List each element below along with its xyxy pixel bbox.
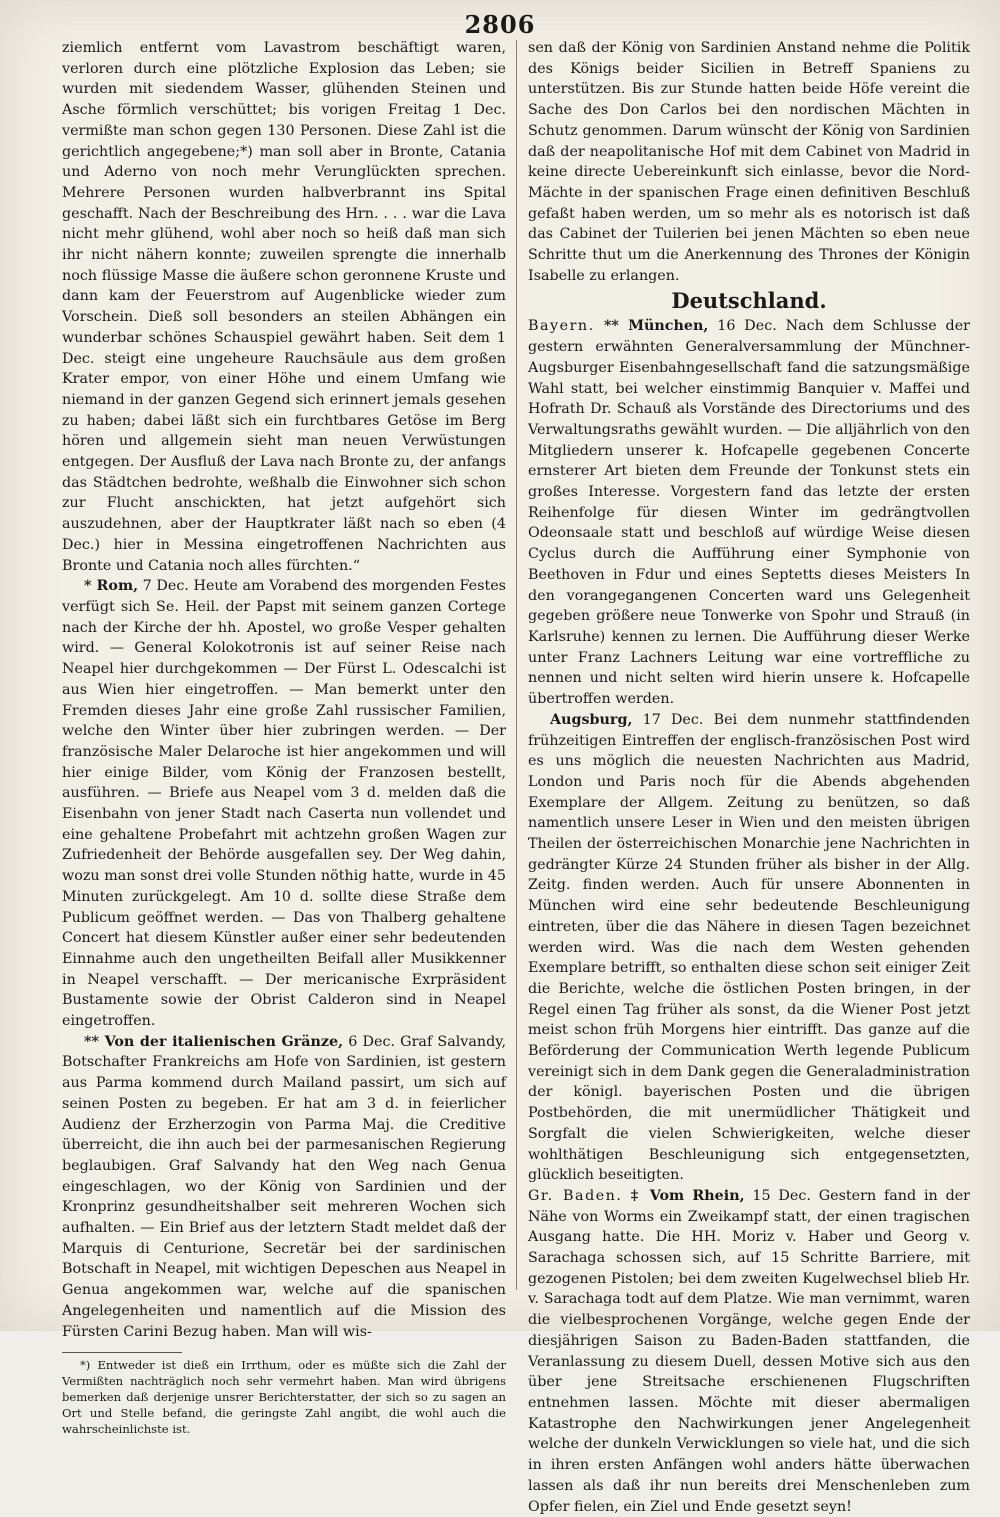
left-column bbox=[62, 38, 506, 1437]
article-rom bbox=[62, 576, 506, 1031]
dateline-italienische-graenze: ** Von der italienischen Gränze, bbox=[84, 1033, 344, 1050]
dateline-muenchen: ** München, bbox=[594, 318, 709, 335]
footnote bbox=[62, 1357, 506, 1437]
article-graenze-text: 6 Dec. Graf Salvandy, Botschafter Frankreichs am Hofe von Sardinien, ist gestern aus Parma kommend durch Mailand passirt, um sich auf seinen Posten zu begeben. Er hat am 3 d. in feierlicher Audienz der Erzherzogin von Parma Maj. die Creditive überreicht, die ihn auch bei der parmesanischen Regierung beglaubigen. Graf Salvandy hat den Weg nach Genua eingeschlagen, wo der König von Sardinien und der Kronprinz gesundheitshalber seit mehreren Wochen sich aufhalten. — Ein Brief aus der letztern Stadt meldet daß der Marquis di Centurione, Secretär bei der sardinischen Botschaft in Neapel, mit wichtigen Depeschen aus Neapel in Genua angekommen war, welche auf die spanischen Angelegenheiten und namentlich auf die Mission des Fürsten Carini Bezug haben. Man will wis- bbox=[62, 1033, 506, 1340]
article-rhein-text: 15 Dec. Gestern fand in der Nähe von Worms ein Zweikampf statt, der einen tragischen Ausgang hatte. Die HH. Moriz v. Haber und Georg v. Sarachaga schossen sich, auf 15 Schritte Barriere, mit gezogenen Pistolen; bei dem zweiten Kugelwechsel blieb Hr. v. Sarachaga todt auf dem Platze. Wie man vernimmt, waren die vielbesprochenen Vorgänge, welche gegen Ende der diesjährigen Saison zu Baden-Baden stattfanden, die Veranlassung zu diesem Duell, dessen Motive sich aus den über jene Streitsache erschienenen Flugschriften entnehmen lassen. Möchte mit dieser abermaligen Katastrophe den Nachwirkungen jener Angelegenheit welche der dunkeln Verwicklungen so viele hat, und die sich in ihren ersten Anfängen wohl anders hätte überwachen lassen als daß ihr nun bereits drei Menschenleben zum Opfer fielen, ein Ziel und Ende gesetzt seyn! bbox=[528, 1187, 971, 1515]
region-label-bayern: Bayern. bbox=[528, 318, 595, 335]
article-muenchen bbox=[528, 316, 970, 709]
dateline-rom: * Rom, bbox=[84, 578, 139, 595]
page-number: 2806 bbox=[464, 10, 536, 39]
dateline-vom-rhein: ‡ Vom Rhein, bbox=[622, 1187, 745, 1204]
article-augsburg-text: 17 Dec. Bei dem nunmehr stattfindenden frühzeitigen Eintreffen der englisch-französischen Post wird es uns möglich die neuesten Nachrichten aus Madrid, London und Paris noch für die Abends abgehenden Exemplare der Allgem. Zeitung zu benützen, so daß namentlich unsere Leser in Wien und den meisten übrigen Theilen der österreichischen Monarchie jene Nachrichten in gedrängter Kürze 24 Stunden früher als bisher in der Allg. Zeitg. finden werden. Auch für unsere Abonnenten in München wird eine sehr bedeutende Beschleunigung eintreten, über die das Nähere in diesen Tagen bezeichnet werden wird. Was die nach dem Westen gehenden Exemplare betrifft, so enthalten diese schon seit einiger Zeit die Berichte, welche die östlichen Posten bringen, in der Regel einen Tag früher als sonst, da die Wiener Post jetzt meist schon früh Morgens hier eintrifft. Das ganze auf die Beförderung der Communication Werth legende Publicum vereinigt sich in dem Dank gegen die Generaladministration der königl. bayerischen Posten und die übrigen Postbehörden, die mit unermüdlicher Thätigkeit und Sorgfalt die vielen Schwierigkeiten, welche dieser wohlthätigen Beschleunigung sich entgegensetzten, glücklich beseitigten. bbox=[528, 711, 970, 1184]
dateline-augsburg: Augsburg, bbox=[550, 711, 633, 728]
article-augsburg bbox=[528, 710, 970, 1186]
article-rom-text: 7 Dec. Heute am Vorabend des morgenden Festes verfügt sich Se. Heil. der Papst mit seinem ganzen Cortege nach der Kirche der hh. Apostel, wo große Vesper gehalten wird. — General Kolokotronis ist auf seiner Reise nach Neapel hier durchgekommen — Der Fürst L. Odescalchi ist aus Wien hier eingetroffen. — Man bemerkt unter den Fremden dieses Jahr eine große Zahl russischer Familien, welche den Winter über hier zubringen werden. — Der französische Maler Delaroche ist hier angekommen und will hier einige Bilder, vom König der Franzosen bestellt, ausführen. — Briefe aus Neapel vom 3 d. melden daß die Eisenbahn von jener Stadt nach Caserta nun vollendet und eine gehaltene Probefahrt mit achtzehn großen Wagen zur Zufriedenheit der Behörde ausgefallen sey. Der Weg dahin, wozu man sonst drei volle Stunden nöthig hatte, wurde in 45 Minuten zurückgelegt. Am 10 d. sollte diese Straße dem Publicum geöffnet werden. — Das von Thalberg gehaltene Concert hat diesem Künstler außer einer sehr bedeutenden Einnahme auch den ungetheilten Beifall aller Musikkenner in Neapel verschafft. — Der mericanische Exrpräsident Bustamente sowie der Obrist Calderon sind in Neapel eingetroffen. bbox=[62, 578, 507, 1030]
section-heading-deutschland: Deutschland. bbox=[671, 288, 827, 314]
column-divider bbox=[516, 40, 517, 1290]
footnote-text: *) Entweder ist dieß ein Irrthum, oder es müßte sich die Zahl der Vermißten nachträglich noch sehr vermehrt haben. Man wird übrigens bemerken daß derjenige unsrer Berichterstatter, der sich so zu sagen an Ort und Stelle befand, die geringste Zahl angibt, die wohl auch die wahrscheinlichste ist. bbox=[62, 1358, 506, 1437]
article-muenchen-text: 16 Dec. Nach dem Schlusse der gestern erwähnten Generalversammlung der Münchner-Augsburger Eisenbahngesellschaft fand die satzungsmäßige Wahl statt, bei welcher einstimmig Banquier v. Maffei und Hofrath Dr. Schauß als Vorstände des Directoriums und des Verwaltungsraths gewählt wurden. — Die alljährlich von den Mitgliedern unserer k. Hofcapelle gegebenen Concerte ernsterer Art bieten dem Freunde der Tonkunst stets ein großes Interesse. Vorgestern fand das letzte der ersten Reihenfolge für diesen Winter im gedrängtvollen Odeonsaale statt und beschloß auf würdige Weise diesen Cyclus durch die Aufführung einer Symphonie von Beethoven in Fdur und eines Septetts dieses Meisters In den vorangegangenen Concerten ward uns Gelegenheit gegeben größere neue Tonwerke von Spohr und Strauß (in Karlsruhe) kennen zu lernen. Die Aufführung dieser Werke unter Franz Lachners Leitung war eine vortreffliche zu nennen und nicht selten wird hierin unsere k. Hofcapelle übertroffen werden. bbox=[528, 318, 971, 708]
article-etna-continued: ziemlich entfernt vom Lavastrom beschäftigt waren, verloren durch eine plötzliche Explosion das Leben; sie wurden mit siedendem Wasser, glühenden Steinen und Asche förmlich verschüttet; bis vorigen Freitag 1 Dec. vermißte man schon gegen 130 Personen. Diese Zahl ist die gerichtlich angegebene;*) man soll aber in Bronte, Catania und Aderno von noch mehr Verunglückten sprechen. Mehrere Personen wurden halbverbrannt ins Spital geschafft. Nach der Beschreibung des Hrn. . . . war die Lava nicht mehr glühend, wohl aber noch so heiß daß man sich ihr nicht nähern konnte; zuweilen sprengte die innerhalb noch flüssige Masse die äußere schon geronnene Kruste und dann kam der Feuerstrom auf Augenblicke wieder zum Vorschein. Dieß soll besonders an steilen Abhängen ein wunderbar schönes Schauspiel gewährt haben. Seit dem 1 Dec. steigt eine ungeheure Rauchsäule aus dem großen Krater empor, von einer Höhe und einem Umfang wie niemand in der ganzen Gegend sich erinnert jemals gesehen zu haben; dabei läßt sich ein furchtbares Getöse im Berg hören und allgemein sieht man neuen Verwüstungen entgegen. Der Ausfluß der Lava nach Bronte zu, der anfangs das Städtchen bedrohte, weßhalb die Einwohner sich schon zur Flucht anschickten, hat jetzt aufgehört sich auszudehnen, aber der Hauptkrater läßt nach so eben (4 Dec.) hier in Messina eingetroffenen Nachrichten aus Bronte und Catania noch alles fürchten.“ bbox=[62, 40, 506, 574]
article-graenze-continued: sen daß der König von Sardinien Anstand nehme die Politik des Königs beider Sicilien in Betreff Spaniens zu unterstützen. Bis zur Stunde hatten beide Höfe vereint die Sache des Don Carlos bei den nordischen Mächten in Schutz genommen. Darum wünscht der König von Sardinien daß der neapolitanische Hof mit dem Cabinet von Madrid in keine directe Uebereinkunft sich einlasse, bevor die Nord-Mächte in der spanischen Frage einen definitiven Beschluß gefaßt haben werden, um so mehr als es notorisch ist daß das Cabinet der Tuilerien bei jenen Mächten so eben neue Schritte thut um die Anerkennung des Thrones der Königin Isabelle zu erlangen. bbox=[528, 40, 970, 284]
right-column bbox=[528, 38, 970, 1517]
footnote-rule bbox=[62, 1352, 182, 1353]
article-vom-rhein bbox=[528, 1186, 970, 1517]
article-italienische-graenze bbox=[62, 1032, 506, 1343]
region-label-baden: Gr. Baden. bbox=[528, 1187, 623, 1204]
